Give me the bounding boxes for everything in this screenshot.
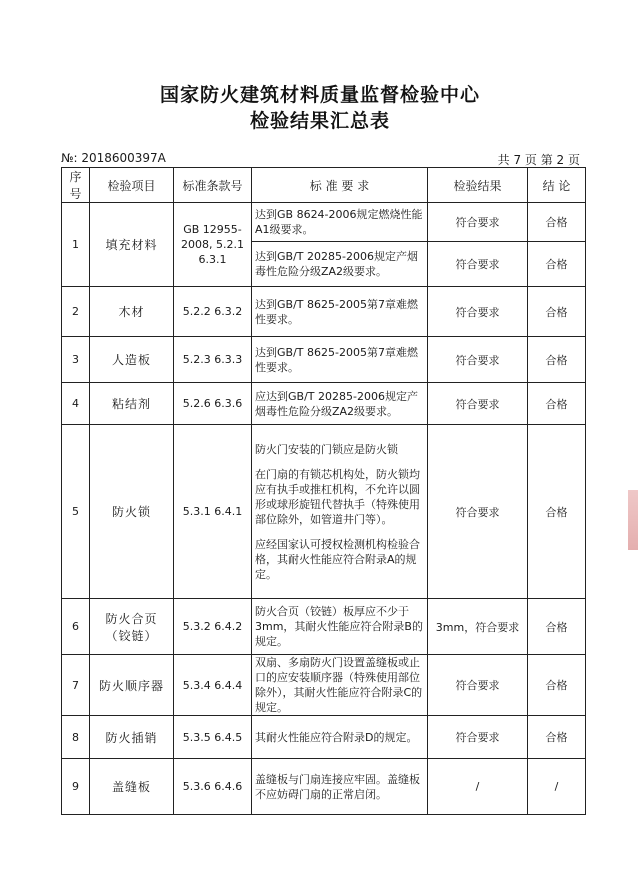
row-clause: 5.2.6 6.3.6 bbox=[174, 383, 252, 425]
table-row bbox=[62, 425, 586, 599]
row-conclusion: 合格 bbox=[528, 287, 586, 337]
row-conclusion: / bbox=[528, 759, 586, 815]
stamp-mark bbox=[628, 490, 638, 550]
table-row bbox=[62, 599, 586, 655]
report-subtitle: 检验结果汇总表 bbox=[249, 110, 390, 132]
row-item: 盖缝板 bbox=[90, 759, 174, 815]
row-no: 6 bbox=[62, 599, 90, 655]
row-requirement: 达到GB/T 8625-2005第7章难燃性要求。 bbox=[252, 337, 428, 383]
table-row bbox=[62, 337, 586, 383]
row-item: 填充材料 bbox=[90, 203, 174, 287]
report-title: 国家防火建筑材料质量监督检验中心 bbox=[159, 84, 480, 106]
table-row bbox=[62, 287, 586, 337]
row-item: 木材 bbox=[90, 287, 174, 337]
requirement-paragraph: 在门扇的有锁芯机构处，防火锁均应有执手或推杠机构，不允许以圆形或球形旋钮代替执手（特殊使用部位除外，如管道井门等）。 bbox=[255, 467, 420, 526]
row-result: 符合要求 bbox=[428, 425, 528, 599]
row-result: 符合要求 bbox=[428, 383, 528, 425]
row-item: 人造板 bbox=[90, 337, 174, 383]
row-no: 8 bbox=[62, 716, 90, 759]
row-conclusion: 合格 bbox=[528, 425, 586, 599]
row-no: 2 bbox=[62, 287, 90, 337]
col-header-requirement: 标 准 要 求 bbox=[252, 168, 428, 203]
row-result: 符合要求 bbox=[428, 337, 528, 383]
table-row bbox=[62, 655, 586, 716]
row-requirement: 防火合页（铰链）板厚应不少于3mm，其耐火性能应符合附录B的规定。 bbox=[252, 599, 428, 655]
row-conclusion: 合格 bbox=[528, 655, 586, 716]
table-row bbox=[62, 759, 586, 815]
row-conclusion: 合格 bbox=[528, 337, 586, 383]
row-no: 5 bbox=[62, 425, 90, 599]
row-item: 防火顺序器 bbox=[90, 655, 174, 716]
col-header-conclusion: 结 论 bbox=[528, 168, 586, 203]
row-requirement: 达到GB 8624-2006规定燃烧性能A1级要求。 bbox=[252, 203, 428, 242]
requirement-paragraph: 防火门安装的门锁应是防火锁 bbox=[255, 442, 398, 456]
row-conclusion: 合格 bbox=[528, 383, 586, 425]
table-header-row bbox=[62, 168, 586, 203]
col-header-item: 检验项目 bbox=[90, 168, 174, 203]
row-clause: 5.3.4 6.4.4 bbox=[174, 655, 252, 716]
row-item: 防火合页（铰链） bbox=[90, 599, 174, 655]
col-header-result: 检验结果 bbox=[428, 168, 528, 203]
row-requirement: 达到GB/T 20285-2006规定产烟毒性危险分级ZA2级要求。 bbox=[252, 242, 428, 287]
requirement-paragraph: 应经国家认可授权检测机构检验合格，其耐火性能应符合附录A的规定。 bbox=[255, 537, 420, 581]
row-conclusion: 合格 bbox=[528, 203, 586, 242]
row-conclusion: 合格 bbox=[528, 716, 586, 759]
row-result: 3mm，符合要求 bbox=[428, 599, 528, 655]
row-requirement: 应达到GB/T 20285-2006规定产烟毒性危险分级ZA2级要求。 bbox=[252, 383, 428, 425]
report-number: №: 2018600397A bbox=[61, 151, 166, 165]
row-item: 粘结剂 bbox=[90, 383, 174, 425]
row-clause: 5.3.5 6.4.5 bbox=[174, 716, 252, 759]
page-info: 共 7 页 第 2 页 bbox=[497, 153, 580, 167]
row-no: 4 bbox=[62, 383, 90, 425]
row-no: 1 bbox=[62, 203, 90, 287]
table-row bbox=[62, 716, 586, 759]
row-result: 符合要求 bbox=[428, 287, 528, 337]
row-requirement: 其耐火性能应符合附录D的规定。 bbox=[252, 716, 428, 759]
row-requirement: 达到GB/T 8625-2005第7章难燃性要求。 bbox=[252, 287, 428, 337]
row-clause: GB 12955-2008, 5.2.1 6.3.1 bbox=[174, 203, 252, 287]
row-no: 3 bbox=[62, 337, 90, 383]
table-row bbox=[62, 203, 586, 242]
row-requirement: 双扇、多扇防火门设置盖缝板或止口的应安装顺序器（特殊使用部位除外），其耐火性能应符合附录C的规定。 bbox=[252, 655, 428, 716]
row-item: 防火插销 bbox=[90, 716, 174, 759]
table-row bbox=[62, 383, 586, 425]
row-requirement bbox=[252, 425, 428, 599]
row-clause: 5.3.2 6.4.2 bbox=[174, 599, 252, 655]
row-no: 9 bbox=[62, 759, 90, 815]
row-result: 符合要求 bbox=[428, 655, 528, 716]
row-item: 防火锁 bbox=[90, 425, 174, 599]
row-clause: 5.3.6 6.4.6 bbox=[174, 759, 252, 815]
row-result: 符合要求 bbox=[428, 242, 528, 287]
row-result: / bbox=[428, 759, 528, 815]
row-result: 符合要求 bbox=[428, 716, 528, 759]
col-header-clause: 标准条款号 bbox=[174, 168, 252, 203]
row-result: 符合要求 bbox=[428, 203, 528, 242]
col-header-no: 序号 bbox=[62, 168, 90, 203]
row-conclusion: 合格 bbox=[528, 242, 586, 287]
row-conclusion: 合格 bbox=[528, 599, 586, 655]
row-clause: 5.2.2 6.3.2 bbox=[174, 287, 252, 337]
row-requirement: 盖缝板与门扇连接应牢固。盖缝板不应妨碍门扇的正常启闭。 bbox=[252, 759, 428, 815]
row-clause: 5.3.1 6.4.1 bbox=[174, 425, 252, 599]
results-table bbox=[61, 167, 586, 815]
row-clause: 5.2.3 6.3.3 bbox=[174, 337, 252, 383]
row-no: 7 bbox=[62, 655, 90, 716]
